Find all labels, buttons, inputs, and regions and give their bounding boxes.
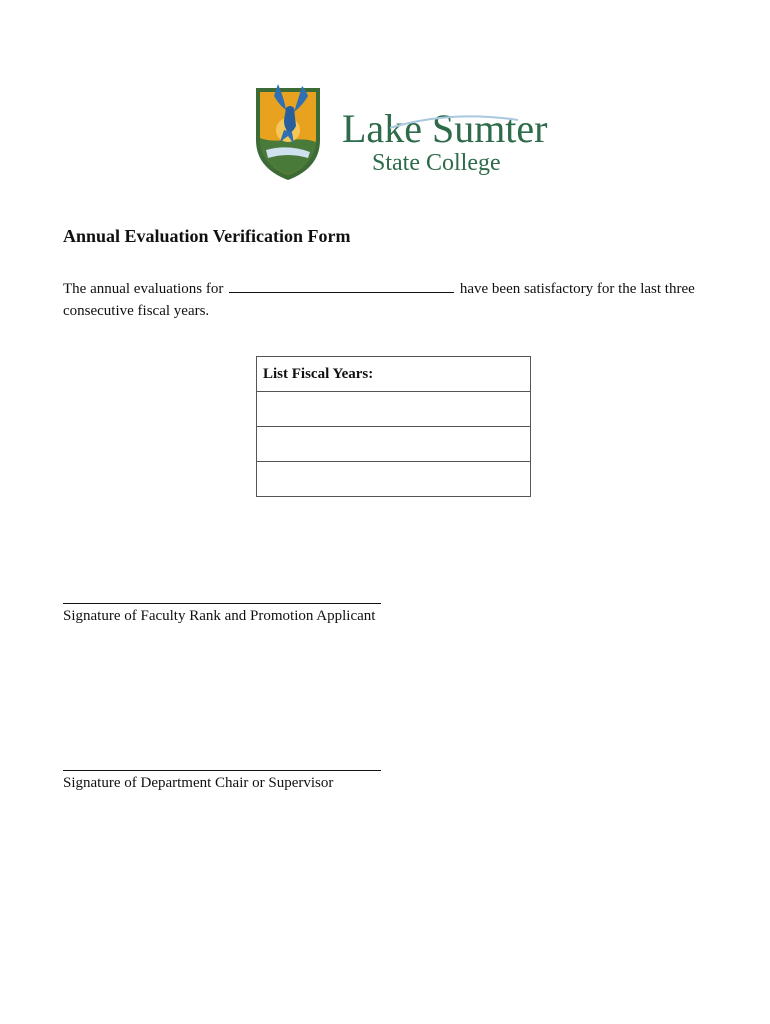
intro-text-before: The annual evaluations for	[63, 281, 224, 297]
fiscal-year-row-2[interactable]	[257, 427, 531, 462]
chair-signature-line[interactable]	[63, 770, 381, 771]
logo-name-line1: Lake Sumter	[342, 106, 548, 151]
form-title: Annual Evaluation Verification Form	[63, 226, 351, 246]
applicant-signature-line[interactable]	[63, 603, 381, 604]
employee-name-blank[interactable]	[229, 279, 454, 293]
intro-text-after: have been satisfactory for the last three consecutive fiscal years.	[63, 281, 695, 319]
college-logo	[250, 80, 550, 185]
chair-signature-label: Signature of Department Chair or Supervisor	[63, 775, 334, 791]
intro-paragraph	[63, 278, 723, 322]
fiscal-years-table	[256, 356, 531, 497]
fiscal-year-row-3[interactable]	[257, 462, 531, 497]
applicant-signature-label: Signature of Faculty Rank and Promotion Applicant	[63, 608, 376, 624]
fiscal-year-row-1[interactable]	[257, 392, 531, 427]
logo-name-line2: State College	[372, 150, 501, 176]
fiscal-years-header: List Fiscal Years:	[257, 357, 531, 392]
